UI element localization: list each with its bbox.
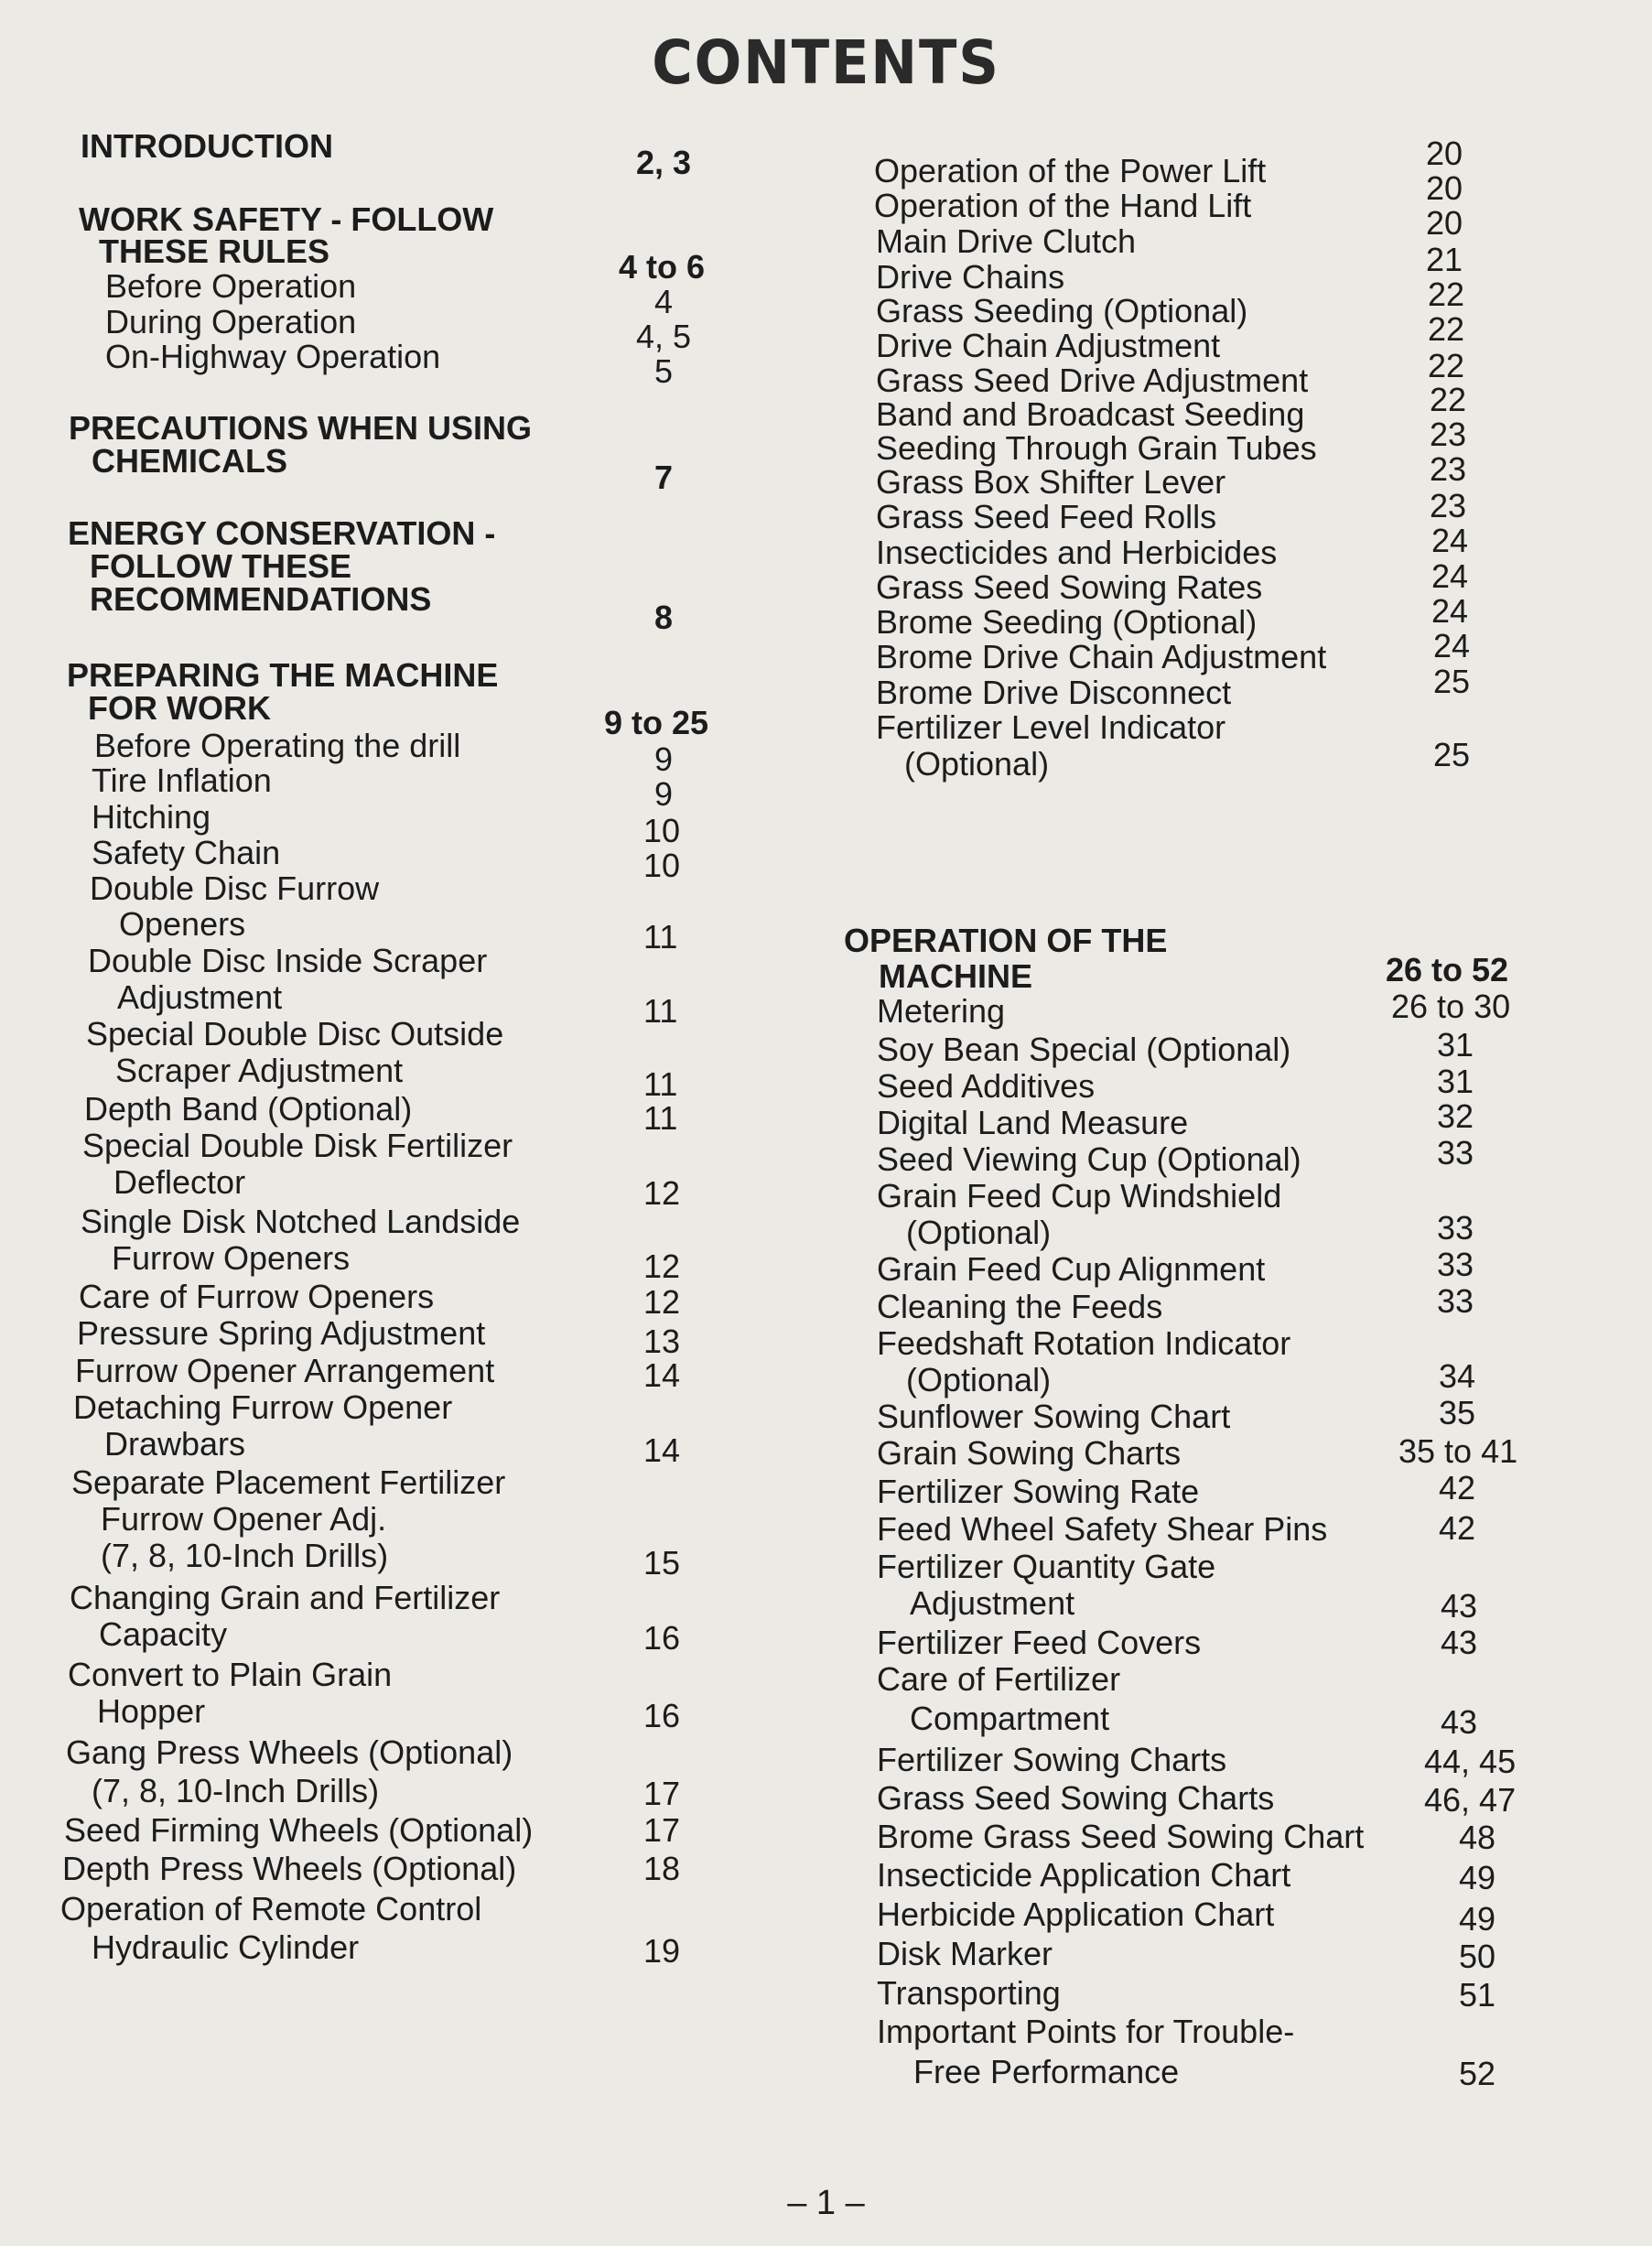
toc-entry-preparing-the-machine-title: PREPARING THE MACHINE (67, 656, 499, 694)
toc-entry-energy-conservation-title-cont: FOLLOW THESE (90, 547, 351, 585)
toc-entry-fertilizer-quantity-gate-page: 43 (1441, 1587, 1478, 1625)
toc-entry-work-safety-follow-title-cont: THESE RULES (99, 232, 330, 270)
toc-entry-metering-title: Metering (877, 992, 1006, 1030)
toc-entry-double-disc-furrow-page: 11 (643, 918, 678, 956)
toc-entry-grass-seed-drive-adjustment-page: 22 (1428, 347, 1465, 384)
toc-entry-operation-of-remote-control-page: 19 (643, 1932, 681, 1970)
toc-entry-hitching-title: Hitching (92, 798, 211, 836)
toc-entry-fertilizer-sowing-rate-page: 42 (1439, 1469, 1476, 1506)
toc-entry-precautions-when-using-page: 7 (654, 459, 674, 496)
toc-entry-convert-to-plain-grain-title: Convert to Plain Grain (68, 1656, 393, 1693)
toc-entry-changing-grain-and-fertilizer-title: Changing Grain and Fertilizer (70, 1579, 501, 1616)
toc-entry-operation-of-the-power-lift-title: Operation of the Power Lift (874, 152, 1267, 189)
toc-entry-cleaning-the-feeds-title: Cleaning the Feeds (877, 1288, 1163, 1325)
toc-entry-brome-drive-chain-adjustment-title: Brome Drive Chain Adjustment (876, 638, 1327, 675)
toc-entry-grass-box-shifter-lever-title: Grass Box Shifter Lever (876, 463, 1226, 501)
toc-entry-care-of-fertilizer-page: 43 (1441, 1703, 1478, 1741)
toc-entry-operation-of-remote-control-title: Operation of Remote Control (60, 1890, 482, 1927)
toc-entry-grain-sowing-charts-page: 35 to 41 (1398, 1432, 1518, 1470)
toc-entry-grass-box-shifter-lever-page: 23 (1430, 450, 1467, 488)
toc-entry-double-disc-furrow-title: Double Disc Furrow (90, 869, 380, 907)
toc-entry-single-disk-notched-landside-title-cont: Furrow Openers (112, 1239, 351, 1277)
toc-entry-operation-of-remote-control-title-cont: Hydraulic Cylinder (92, 1928, 360, 1966)
toc-entry-introduction-title: INTRODUCTION (81, 127, 333, 165)
toc-entry-digital-land-measure-page: 32 (1437, 1097, 1474, 1135)
toc-entry-energy-conservation-title: ENERGY CONSERVATION - (68, 514, 496, 552)
toc-entry-double-disc-inside-scraper-title-cont: Adjustment (117, 978, 283, 1016)
toc-entry-insecticide-application-chart-title: Insecticide Application Chart (877, 1856, 1291, 1894)
toc-entry-fertilizer-sowing-rate-title: Fertilizer Sowing Rate (877, 1473, 1200, 1510)
toc-entry-safety-chain-page: 10 (643, 847, 681, 884)
toc-entry-precautions-when-using-title-cont: CHEMICALS (92, 442, 287, 480)
toc-entry-important-points-for-trouble-page: 52 (1459, 2055, 1496, 2092)
toc-entry-grass-seed-sowing-charts-title: Grass Seed Sowing Charts (877, 1779, 1275, 1817)
toc-entry-special-double-disk-fertilizer-title-cont: Deflector (113, 1163, 246, 1201)
toc-entry-separate-placement-fertilizer-title-cont: Furrow Opener Adj. (101, 1500, 387, 1538)
toc-entry-grass-seeding-optional-page: 22 (1428, 275, 1465, 313)
toc-entry-single-disk-notched-landside-title: Single Disk Notched Landside (81, 1203, 521, 1240)
toc-entry-special-double-disk-fertilizer-page: 12 (643, 1174, 681, 1212)
toc-entry-energy-conservation-page: 8 (654, 599, 674, 636)
toc-entry-tire-inflation-title: Tire Inflation (92, 761, 272, 799)
toc-entry-soy-bean-special-optional-title: Soy Bean Special (Optional) (877, 1031, 1291, 1068)
toc-entry-gang-press-wheels-optional-title: Gang Press Wheels (Optional) (66, 1733, 513, 1771)
toc-entry-insecticides-and-herbicides-title: Insecticides and Herbicides (876, 534, 1278, 571)
toc-entry-care-of-furrow-openers-page: 12 (643, 1283, 681, 1321)
toc-entry-special-double-disc-outside-title: Special Double Disc Outside (86, 1015, 504, 1053)
page-number: – 1 – (787, 2184, 865, 2222)
toc-entry-grain-feed-cup-windshield-title-cont: (Optional) (906, 1214, 1052, 1251)
toc-entry-preparing-the-machine-page: 9 to 25 (604, 704, 709, 741)
toc-entry-care-of-fertilizer-title-cont: Compartment (910, 1700, 1110, 1737)
toc-entry-before-operation-title: Before Operation (105, 267, 357, 305)
toc-entry-special-double-disk-fertilizer-title: Special Double Disk Fertilizer (82, 1127, 513, 1164)
toc-entry-grass-seed-sowing-charts-page: 46, 47 (1424, 1781, 1517, 1819)
toc-entry-before-operation-page: 4 (654, 283, 674, 320)
toc-entry-brome-drive-chain-adjustment-page: 24 (1433, 627, 1471, 664)
toc-entry-seed-additives-page: 31 (1437, 1063, 1474, 1100)
toc-entry-energy-conservation-title-cont: RECOMMENDATIONS (90, 580, 432, 618)
toc-entry-sunflower-sowing-chart-page: 35 (1439, 1394, 1476, 1431)
toc-entry-operation-of-the-hand-lift-page: 20 (1426, 169, 1463, 207)
toc-entry-disk-marker-page: 50 (1459, 1938, 1496, 1975)
toc-entry-important-points-for-trouble-title-cont: Free Performance (913, 2053, 1180, 2090)
toc-entry-sunflower-sowing-chart-title: Sunflower Sowing Chart (877, 1398, 1231, 1435)
toc-entry-fertilizer-level-indicator-title: Fertilizer Level Indicator (876, 708, 1226, 746)
toc-entry-feed-wheel-safety-shear-pins-page: 42 (1439, 1509, 1476, 1547)
toc-entry-pressure-spring-adjustment-page: 13 (643, 1323, 681, 1360)
toc-entry-seed-firming-wheels-optional-page: 17 (643, 1811, 681, 1849)
toc-entry-important-points-for-trouble-title: Important Points for Trouble- (877, 2013, 1295, 2050)
toc-entry-drive-chain-adjustment-page: 22 (1428, 310, 1465, 348)
toc-entry-fertilizer-sowing-charts-title: Fertilizer Sowing Charts (877, 1741, 1227, 1778)
toc-entry-disk-marker-title: Disk Marker (877, 1935, 1053, 1972)
toc-entry-grain-feed-cup-windshield-page: 33 (1437, 1209, 1474, 1247)
toc-entry-feed-wheel-safety-shear-pins-title: Feed Wheel Safety Shear Pins (877, 1510, 1328, 1548)
toc-entry-herbicide-application-chart-title: Herbicide Application Chart (877, 1895, 1275, 1933)
toc-entry-brome-grass-seed-sowing-chart-title: Brome Grass Seed Sowing Chart (877, 1818, 1365, 1855)
toc-entry-seed-viewing-cup-optional-title: Seed Viewing Cup (Optional) (877, 1140, 1301, 1178)
toc-entry-drive-chains-page: 21 (1426, 241, 1463, 278)
toc-entry-main-drive-clutch-page: 20 (1426, 204, 1463, 242)
toc-entry-operation-of-the-title-cont: MACHINE (879, 957, 1032, 995)
toc-entry-fertilizer-feed-covers-title: Fertilizer Feed Covers (877, 1624, 1202, 1661)
toc-entry-cleaning-the-feeds-page: 33 (1437, 1282, 1474, 1320)
toc-entry-depth-press-wheels-optional-title: Depth Press Wheels (Optional) (62, 1850, 517, 1887)
toc-entry-during-operation-title: During Operation (105, 303, 357, 340)
toc-entry-grain-sowing-charts-title: Grain Sowing Charts (877, 1434, 1182, 1472)
toc-entry-band-and-broadcast-seeding-page: 22 (1430, 381, 1467, 418)
toc-entry-fertilizer-level-indicator-title-cont: (Optional) (904, 745, 1050, 783)
toc-entry-grain-feed-cup-alignment-page: 33 (1437, 1246, 1474, 1283)
toc-entry-introduction-page: 2, 3 (636, 144, 692, 181)
toc-entry-grain-feed-cup-alignment-title: Grain Feed Cup Alignment (877, 1250, 1266, 1288)
toc-entry-work-safety-follow-title: WORK SAFETY - FOLLOW (79, 200, 494, 238)
toc-entry-single-disk-notched-landside-page: 12 (643, 1247, 681, 1285)
toc-entry-care-of-furrow-openers-title: Care of Furrow Openers (79, 1278, 435, 1315)
toc-entry-precautions-when-using-title: PRECAUTIONS WHEN USING (69, 409, 533, 447)
toc-entry-separate-placement-fertilizer-title-cont: (7, 8, 10-Inch Drills) (101, 1537, 389, 1574)
toc-entry-tire-inflation-page: 9 (654, 775, 674, 813)
toc-entry-before-operating-the-drill-title: Before Operating the drill (94, 727, 461, 764)
toc-entry-separate-placement-fertilizer-page: 15 (643, 1544, 681, 1582)
toc-entry-depth-press-wheels-optional-page: 18 (643, 1850, 681, 1887)
toc-entry-feedshaft-rotation-indicator-title-cont: (Optional) (906, 1361, 1052, 1398)
toc-entry-grain-feed-cup-windshield-title: Grain Feed Cup Windshield (877, 1177, 1282, 1215)
toc-entry-before-operating-the-drill-page: 9 (654, 740, 674, 778)
toc-entry-insecticides-and-herbicides-page: 24 (1431, 522, 1469, 559)
toc-entry-grass-seed-feed-rolls-title: Grass Seed Feed Rolls (876, 498, 1217, 535)
toc-entry-grass-seed-sowing-rates-title: Grass Seed Sowing Rates (876, 568, 1263, 606)
toc-entry-double-disc-furrow-title-cont: Openers (119, 905, 246, 943)
toc-entry-drive-chains-title: Drive Chains (876, 258, 1065, 296)
toc-entry-soy-bean-special-optional-page: 31 (1437, 1026, 1474, 1064)
toc-entry-operation-of-the-hand-lift-title: Operation of the Hand Lift (874, 187, 1252, 224)
toc-entry-fertilizer-quantity-gate-title: Fertilizer Quantity Gate (877, 1548, 1216, 1585)
toc-entry-convert-to-plain-grain-title-cont: Hopper (97, 1692, 206, 1730)
toc-entry-grass-seed-feed-rolls-page: 23 (1430, 487, 1467, 524)
toc-entry-depth-band-optional-title: Depth Band (Optional) (84, 1090, 413, 1128)
toc-entry-fertilizer-sowing-charts-page: 44, 45 (1424, 1743, 1517, 1780)
toc-entry-fertilizer-quantity-gate-title-cont: Adjustment (910, 1584, 1075, 1622)
toc-entry-special-double-disc-outside-page: 11 (643, 1065, 678, 1103)
toc-entry-pressure-spring-adjustment-title: Pressure Spring Adjustment (77, 1314, 486, 1352)
toc-entry-hitching-page: 10 (643, 812, 681, 849)
toc-entry-during-operation-page: 4, 5 (636, 318, 692, 355)
toc-entry-changing-grain-and-fertilizer-title-cont: Capacity (99, 1615, 228, 1653)
toc-entry-transporting-page: 51 (1459, 1976, 1496, 2014)
toc-entry-gang-press-wheels-optional-title-cont: (7, 8, 10-Inch Drills) (92, 1772, 380, 1809)
toc-entry-metering-page: 26 to 30 (1391, 988, 1511, 1025)
toc-entry-work-safety-follow-page: 4 to 6 (619, 248, 706, 286)
page-title: CONTENTS (652, 27, 1000, 98)
toc-entry-changing-grain-and-fertilizer-page: 16 (643, 1619, 681, 1657)
toc-entry-grass-seed-drive-adjustment-title: Grass Seed Drive Adjustment (876, 362, 1309, 399)
toc-entry-grass-seeding-optional-title: Grass Seeding (Optional) (876, 292, 1248, 329)
toc-entry-feedshaft-rotation-indicator-page: 34 (1439, 1357, 1476, 1395)
toc-entry-preparing-the-machine-title-cont: FOR WORK (88, 689, 271, 727)
toc-entry-operation-of-the-power-lift-page: 20 (1426, 135, 1463, 172)
toc-entry-grass-seed-sowing-rates-page: 24 (1431, 557, 1469, 595)
toc-entry-double-disc-inside-scraper-title: Double Disc Inside Scraper (88, 942, 488, 979)
toc-entry-on-highway-operation-title: On-Highway Operation (105, 338, 441, 375)
toc-entry-safety-chain-title: Safety Chain (92, 834, 281, 871)
toc-entry-furrow-opener-arrangement-title: Furrow Opener Arrangement (75, 1352, 495, 1389)
toc-entry-seed-additives-title: Seed Additives (877, 1067, 1096, 1105)
toc-entry-transporting-title: Transporting (877, 1974, 1061, 2012)
toc-entry-furrow-opener-arrangement-page: 14 (643, 1356, 681, 1394)
toc-entry-seed-firming-wheels-optional-title: Seed Firming Wheels (Optional) (64, 1811, 534, 1849)
toc-entry-separate-placement-fertilizer-title: Separate Placement Fertilizer (71, 1463, 506, 1501)
toc-entry-fertilizer-feed-covers-page: 43 (1441, 1624, 1478, 1661)
toc-entry-detaching-furrow-opener-title-cont: Drawbars (104, 1425, 246, 1463)
toc-entry-depth-band-optional-page: 11 (643, 1099, 678, 1137)
toc-entry-digital-land-measure-title: Digital Land Measure (877, 1104, 1189, 1141)
toc-entry-brome-grass-seed-sowing-chart-page: 48 (1459, 1819, 1496, 1856)
toc-entry-fertilizer-level-indicator-page: 25 (1433, 736, 1471, 773)
toc-entry-seed-viewing-cup-optional-page: 33 (1437, 1134, 1474, 1172)
toc-entry-care-of-fertilizer-title: Care of Fertilizer (877, 1660, 1121, 1698)
toc-entry-brome-drive-disconnect-title: Brome Drive Disconnect (876, 674, 1232, 711)
toc-entry-gang-press-wheels-optional-page: 17 (643, 1775, 681, 1812)
toc-entry-special-double-disc-outside-title-cont: Scraper Adjustment (115, 1052, 404, 1089)
toc-entry-seeding-through-grain-tubes-page: 23 (1430, 416, 1467, 453)
toc-entry-operation-of-the-title: OPERATION OF THE (844, 922, 1168, 959)
toc-entry-brome-seeding-optional-page: 24 (1431, 592, 1469, 630)
toc-entry-feedshaft-rotation-indicator-title: Feedshaft Rotation Indicator (877, 1324, 1291, 1362)
toc-entry-detaching-furrow-opener-title: Detaching Furrow Opener (73, 1388, 453, 1426)
toc-entry-operation-of-the-page: 26 to 52 (1386, 951, 1509, 988)
toc-entry-seeding-through-grain-tubes-title: Seeding Through Grain Tubes (876, 429, 1317, 467)
toc-entry-insecticide-application-chart-page: 49 (1459, 1859, 1496, 1896)
toc-entry-convert-to-plain-grain-page: 16 (643, 1697, 681, 1734)
toc-entry-brome-seeding-optional-title: Brome Seeding (Optional) (876, 603, 1258, 641)
toc-entry-herbicide-application-chart-page: 49 (1459, 1900, 1496, 1938)
toc-entry-detaching-furrow-opener-page: 14 (643, 1431, 681, 1469)
toc-entry-on-highway-operation-page: 5 (654, 352, 674, 390)
toc-entry-double-disc-inside-scraper-page: 11 (643, 992, 678, 1030)
toc-entry-band-and-broadcast-seeding-title: Band and Broadcast Seeding (876, 395, 1305, 433)
toc-entry-main-drive-clutch-title: Main Drive Clutch (876, 222, 1137, 260)
toc-entry-brome-drive-disconnect-page: 25 (1433, 663, 1471, 700)
toc-entry-drive-chain-adjustment-title: Drive Chain Adjustment (876, 327, 1221, 364)
